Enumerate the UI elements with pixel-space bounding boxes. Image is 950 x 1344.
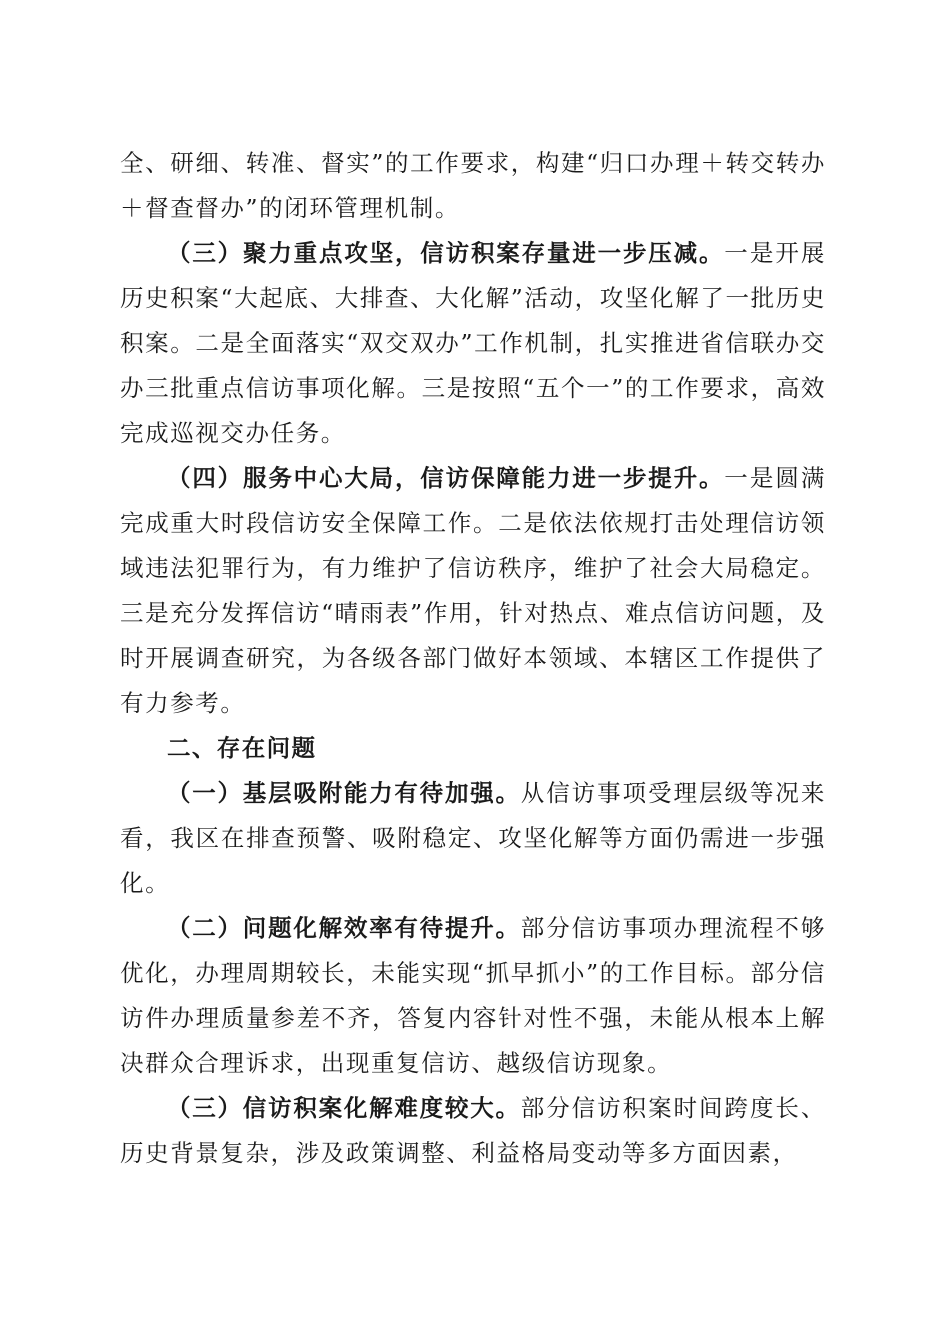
paragraph-efficiency	[120, 906, 826, 1086]
paragraph-lead: （二）问题化解效率有待提升。	[167, 914, 521, 942]
paragraph-serve-overall	[120, 456, 826, 726]
paragraph-text: 全、研细、转准、督实”的工作要求，构建“归口办理＋转交转办＋督查督办”的闭环管理机制。	[120, 149, 826, 222]
paragraph-text: 一是开展历史积案“大起底、大排查、大化解”活动，攻坚化解了一批历史积案。二是全面落实“双交双办”工作机制，扎实推进省信联办交办三批重点信访事项化解。三是按照“五个一”的工作要求，高效完成巡视交办任务。	[120, 239, 826, 447]
section-heading: 二、存在问题	[167, 734, 317, 762]
paragraph-lead: （四）服务中心大局，信访保障能力进一步提升。	[167, 464, 725, 492]
paragraph-grassroots	[120, 771, 826, 906]
paragraph-text: 部分信访事项办理流程不够优化，办理周期较长，未能实现“抓早抓小”的工作目标。部分信访件办理质量参差不齐，答复内容针对性不强，未能从根本上解决群众合理诉求，出现重复信访、越级信访现象。	[120, 914, 826, 1077]
paragraph-backlog	[120, 1086, 826, 1176]
paragraph-text: 一是圆满完成重大时段信访安全保障工作。二是依法依规打击处理信访领域违法犯罪行为，有力维护了信访秩序，维护了社会大局稳定。三是充分发挥信访“晴雨表”作用，针对热点、难点信访问题，及时开展调查研究，为各级各部门做好本领域、本辖区工作提供了有力参考。	[120, 464, 826, 717]
paragraph-continued	[120, 141, 826, 231]
document-page	[120, 141, 826, 1176]
paragraph-lead: （一）基层吸附能力有待加强。	[167, 779, 521, 807]
paragraph-focus-key-tasks	[120, 231, 826, 456]
paragraph-text: 从信访事项受理层级等况来看，我区在排查预警、吸附稳定、攻坚化解等方面仍需进一步强化。	[120, 779, 826, 897]
paragraph-text: 部分信访积案时间跨度长、历史背景复杂，涉及政策调整、利益格局变动等多方面因素，	[120, 1094, 826, 1167]
paragraph-lead: （三）信访积案化解难度较大。	[167, 1094, 521, 1122]
paragraph-lead: （三）聚力重点攻坚，信访积案存量进一步压减。	[167, 239, 725, 267]
